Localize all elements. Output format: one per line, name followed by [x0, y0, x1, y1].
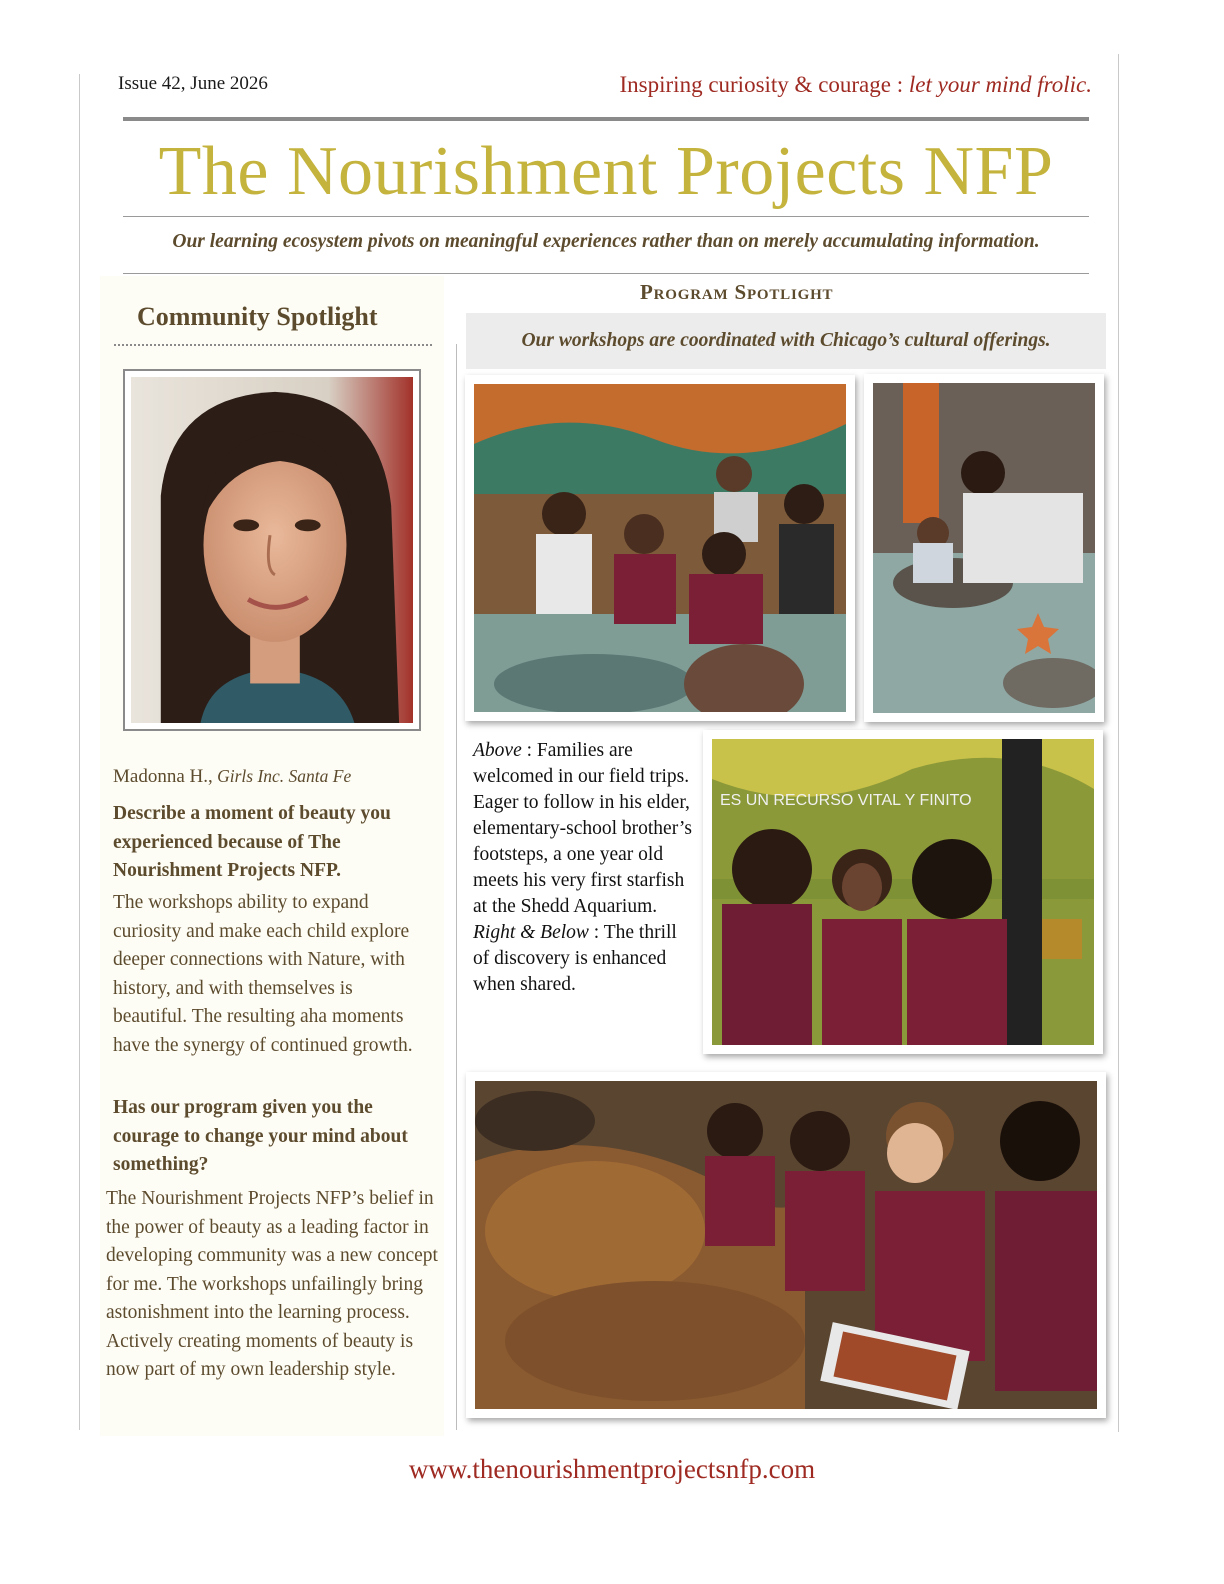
interview-answer-1: The workshops ability to expand curiosity and make each child explore deeper connections with Nature, with history, and with themselves is beautiful. The resulting aha moments have the synergy of continued growth. — [113, 892, 413, 1056]
exhibit-sign: ES UN RECURSO VITAL Y FINITO — [720, 792, 972, 809]
program-subtitle: Our workshops are coordinated with Chicago’s cultural offerings. — [521, 330, 1051, 351]
photo-children-rock-pool — [466, 1072, 1106, 1418]
tagline — [620, 72, 1092, 98]
person-name: Madonna H., — [113, 766, 213, 787]
program-subtitle-band — [466, 313, 1106, 369]
person-attribution — [113, 766, 351, 788]
tagline-emphasis: let your mind frolic. — [908, 72, 1092, 97]
mission-statement: Our learning ecosystem pivots on meaningful experiences rather than on merely accumulating information. — [172, 231, 1040, 252]
person-affiliation: Girls Inc. Santa Fe — [212, 766, 352, 786]
caption-right-text: : The thrill of discovery is enhanced when shared. — [473, 922, 677, 995]
portrait-photo — [123, 369, 421, 731]
interview-question-2: Has our program given you the courage to change your mind about something? — [113, 1097, 408, 1175]
header-rule — [123, 117, 1089, 121]
interview-answer-2: The Nourishment Projects NFP’s belief in the power of beauty as a leading factor in developing community was a new concept for me. The workshops unfailingly bring astonishment into the learning process. Actively creating moments of beauty is now part of my own leadership style. — [106, 1188, 438, 1380]
footer-website-link[interactable]: www.thenourishmentprojectsnfp.com — [408, 1454, 816, 1484]
dotted-divider — [114, 344, 432, 346]
photo-starfish-toddler — [864, 374, 1104, 722]
photo-touch-tank-group — [465, 375, 855, 721]
program-spotlight-heading: Program Spotlight — [640, 280, 834, 304]
mission-bottom-rule — [123, 273, 1089, 274]
mission-top-rule — [123, 216, 1089, 217]
issue-date: Issue 42, June 2026 — [118, 73, 268, 94]
masthead-title: The Nourishment Projects NFP — [158, 133, 1054, 210]
caption-above-text: : Families are welcomed in our field trips. Eager to follow in his elder, elementary-school brother’s footsteps, a one year old meets his very first starfish at the Shedd Aquarium. — [473, 740, 692, 917]
community-spotlight-heading: Community Spotlight — [137, 302, 378, 331]
tagline-main: Inspiring curiosity & courage : — [619, 72, 909, 97]
caption-right-label: Right & Below — [473, 922, 589, 943]
photo-girls-exhibit — [703, 730, 1103, 1054]
interview-question-1: Describe a moment of beauty you experienced because of The Nourishment Projects NFP. — [113, 803, 391, 881]
column-divider — [456, 344, 457, 1430]
photo-caption — [473, 738, 695, 998]
page-frame-right-line — [1118, 54, 1119, 1432]
page-frame-left-line — [79, 74, 80, 1430]
caption-above-label: Above — [473, 740, 522, 761]
